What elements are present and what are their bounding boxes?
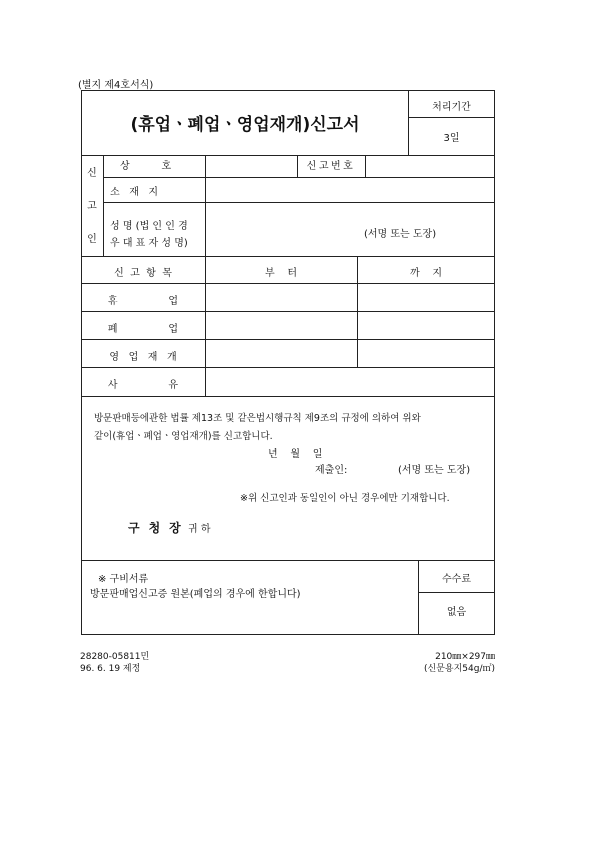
footer-enacted: 96. 6. 19 제정 <box>80 664 141 674</box>
suspension-from-field[interactable] <box>205 283 357 311</box>
footer-code: 28280-05811민 <box>80 652 150 662</box>
items-row-reason: 사 유 <box>107 380 179 391</box>
attachments-label: ※ 구비서류 <box>98 574 149 585</box>
reporter-signature-hint: (서명 또는 도장) <box>364 229 437 240</box>
name-field[interactable] <box>205 202 495 256</box>
footer-size: 210㎜×297㎜ <box>435 652 495 662</box>
items-row-suspension: 휴 업 <box>107 296 179 307</box>
processing-divider <box>408 117 495 118</box>
processing-value: 3일 <box>443 133 460 144</box>
items-top-line <box>81 256 495 257</box>
attachments-top-line <box>81 560 495 561</box>
reporter-side-label-1: 신 <box>87 168 97 179</box>
reporter-side-label-3: 인 <box>87 234 97 245</box>
suspension-to-field[interactable] <box>357 283 495 311</box>
addressee-suffix: 귀 하 <box>188 524 211 535</box>
statement-line2: 같이(휴업ㆍ폐업ㆍ영업재개)를 신고합니다. <box>94 431 273 442</box>
attachments-item: 방문판매업신고증 원본(폐업의 경우에 한합니다) <box>90 589 301 600</box>
items-header-from: 부 터 <box>264 268 298 279</box>
name-label-line2: 우 대 표 자 성 명) <box>110 238 188 249</box>
statement-line1: 방문판매등에관한 법률 제13조 및 같은법시행규칙 제9조의 규정에 의하여 위와 <box>94 413 421 424</box>
trade-name-field[interactable] <box>205 155 297 177</box>
location-field[interactable] <box>205 177 495 202</box>
submitter-label: 제출인: <box>315 465 348 476</box>
footer-paper: (신문용지54g/㎡) <box>424 664 495 674</box>
fee-split-line <box>418 592 495 593</box>
fee-value: 없음 <box>446 607 467 618</box>
reason-field[interactable] <box>205 367 495 396</box>
fee-label: 수수료 <box>442 574 471 585</box>
closure-to-field[interactable] <box>357 311 495 339</box>
reporter-side-label-2: 고 <box>87 201 97 212</box>
items-header-to: 까 지 <box>409 268 443 279</box>
form-title: (휴업ㆍ폐업ㆍ영업재개)신고서 <box>130 115 360 135</box>
trade-name-label: 상 호 <box>120 161 172 172</box>
items-row-resumption: 영 업 재 개 <box>109 352 177 363</box>
submitter-signature: (서명 또는 도장) <box>398 465 471 476</box>
addressee: 구 청 장 <box>128 521 184 535</box>
report-number-field[interactable] <box>365 155 495 177</box>
statement-note: ※위 신고인과 동일인이 아닌 경우에만 기재합니다. <box>240 493 450 504</box>
resumption-to-field[interactable] <box>357 339 495 367</box>
form-number: (별지 제4호서식) <box>78 80 154 91</box>
statement-date: 년 월 일 <box>268 449 323 460</box>
items-row-closure: 폐 업 <box>107 324 179 335</box>
reporter-side-divider <box>103 155 104 256</box>
items-header-type: 신 고 항 목 <box>114 268 172 279</box>
processing-label: 처리기간 <box>432 102 471 113</box>
resumption-from-field[interactable] <box>205 339 357 367</box>
report-number-label: 신고번호 <box>306 161 356 172</box>
name-label-line1: 성 명 (법 인 인 경 <box>110 221 188 232</box>
items-bottom-line <box>81 396 495 397</box>
location-label: 소 재 지 <box>110 187 159 198</box>
closure-from-field[interactable] <box>205 311 357 339</box>
